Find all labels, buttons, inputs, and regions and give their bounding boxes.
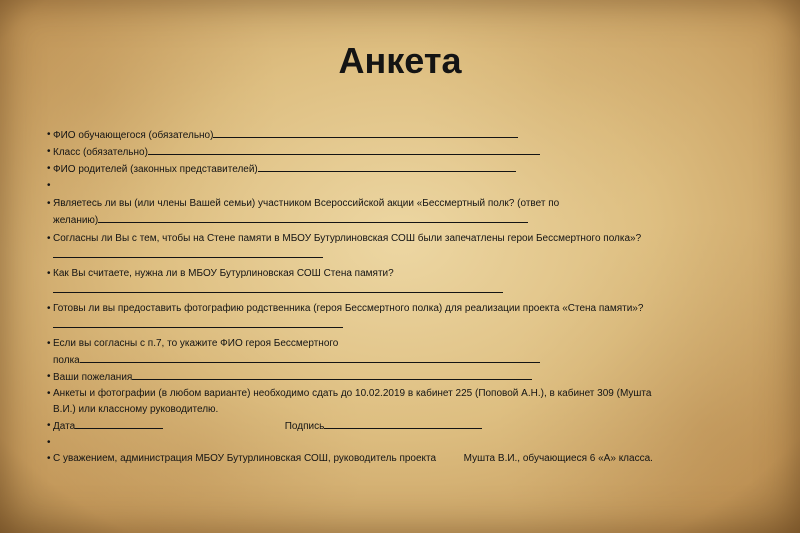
questionnaire-list <box>47 127 759 467</box>
fio-parents-label: ФИО родителей (законных представителей) <box>53 164 258 175</box>
sign-label: Подпись <box>284 421 325 432</box>
fio-parents-field[interactable] <box>258 161 516 172</box>
q4-field[interactable] <box>53 317 343 328</box>
q5-label-line2: полка <box>53 355 80 366</box>
class-label: Класс (обязательно) <box>53 147 148 158</box>
list-item-q4 <box>47 301 759 334</box>
page-title: Анкета <box>338 40 462 81</box>
q5-field[interactable] <box>80 352 540 363</box>
fio-student-field[interactable] <box>213 127 518 138</box>
signature-field[interactable] <box>324 418 482 429</box>
list-item-fio-student <box>47 127 759 144</box>
q5-label-line1: Если вы согласны с п.7, то укажите ФИО героя Бессмертного <box>53 338 339 349</box>
q1-label-line2: желанию) <box>53 215 99 226</box>
list-item-q3 <box>47 266 759 299</box>
q1-field[interactable] <box>98 212 528 223</box>
q3-field[interactable] <box>53 282 503 293</box>
q4-label: Готовы ли вы предоставить фотографию родственника (героя Бессмертного полка) для реализации проекта «Стена памяти»? <box>53 303 644 314</box>
date-label: Дата <box>53 421 76 432</box>
q4-answer-row <box>53 317 759 334</box>
footer-right: Мушта В.И., обучающиеся 6 «А» класса. <box>463 453 653 464</box>
list-item-q2 <box>47 231 759 264</box>
footer-left: С уважением, администрация МБОУ Бутурлиновская СОШ, руководитель проекта <box>53 453 437 464</box>
q2-field[interactable] <box>53 247 323 258</box>
info-line1: Анкеты и фотографии (в любом варианте) необходимо сдать до 10.02.2019 в кабинет 225 (Поповой А.Н.), в кабинет 309 (Мушта <box>53 388 652 399</box>
list-item-empty-1 <box>47 178 759 194</box>
q2-label: Согласны ли Вы с тем, чтобы на Стене памяти в МБОУ Бутурлиновская СОШ были запечатлены герои Бессмертного полка»? <box>53 233 642 244</box>
fio-student-label: ФИО обучающегося (обязательно) <box>53 130 214 141</box>
q5-line2-row <box>53 352 759 369</box>
list-item-class <box>47 144 759 161</box>
list-item-date-sign <box>47 418 759 435</box>
list-item-empty-2 <box>47 435 759 451</box>
list-item-q1 <box>47 196 759 229</box>
q3-label: Как Вы считаете, нужна ли в МБОУ Бутурлиновская СОШ Стена памяти? <box>53 268 394 279</box>
list-item-wishes <box>47 369 759 386</box>
q2-answer-row <box>53 247 759 264</box>
q1-label-line1: Являетесь ли вы (или члены Вашей семьи) участником Всероссийской акции «Бессмертный полк? (ответ по <box>53 198 560 209</box>
date-field[interactable] <box>75 418 163 429</box>
q3-answer-row <box>53 282 759 299</box>
q1-line2-row <box>53 212 759 229</box>
info-line2: В.И.) или классному руководителю. <box>53 404 219 415</box>
wishes-label: Ваши пожелания <box>53 372 133 383</box>
class-field[interactable] <box>148 144 540 155</box>
wishes-field[interactable] <box>132 369 532 380</box>
list-item-footer <box>47 451 759 467</box>
list-item-q5 <box>47 336 759 369</box>
list-item-info <box>47 386 759 418</box>
list-item-fio-parents <box>47 161 759 178</box>
